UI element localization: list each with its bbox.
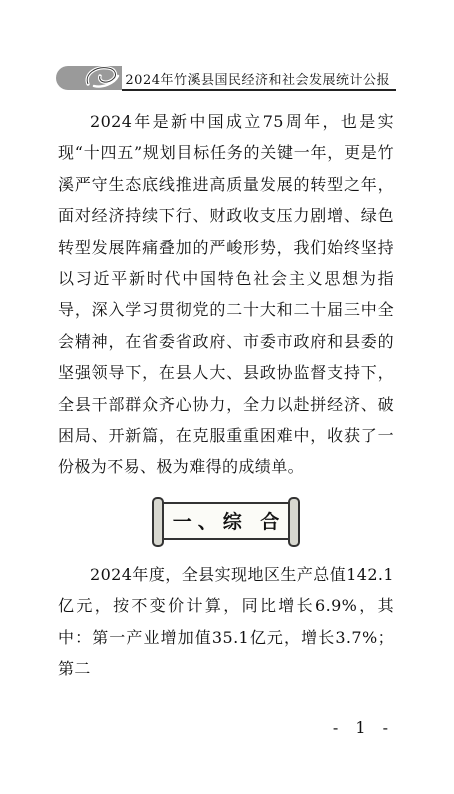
scroll-right-roll xyxy=(288,497,300,547)
intro-paragraph: 2024年是新中国成立75周年，也是实现“十四五”规划目标任务的关键一年，更是竹溪严守生态底线推进高质量发展的转型之年，面对经济持续下行、财政收支压力剧增、绿色转型发展阵痛叠加的严峻形势，我们始终坚持以习近平新时代中国特色社会主义思想为指导，深入学习贯彻党的二十大和二十届三中全会精神，在省委省政府、市委市政府和县委的坚强领导下，在县人大、县政协监督支持下，全县干部群众齐心协力，全力以赴拼经济、破困局、开新篇，在克服重重困难中，收获了一份极为不易、极为难得的成绩单。 xyxy=(58,112,394,477)
report-title: 2024年竹溪县国民经济和社会发展统计公报 xyxy=(125,73,390,88)
section-heading xyxy=(58,483,394,559)
section-title: 一、综 合 xyxy=(172,511,286,534)
overview-paragraph: 2024年度，全县实现地区生产总值142.1亿元，按不变价计算，同比增长6.9%，其中：第一产业增加值35.1亿元，增长3.7%；第二 xyxy=(58,564,394,679)
scroll-left-roll xyxy=(152,497,164,547)
scroll-banner xyxy=(159,502,293,540)
document-body xyxy=(58,106,394,685)
swirl-logo-icon xyxy=(80,62,124,92)
page-number: - 1 - xyxy=(332,718,394,737)
page-header xyxy=(0,0,454,92)
header-divider xyxy=(122,89,396,91)
